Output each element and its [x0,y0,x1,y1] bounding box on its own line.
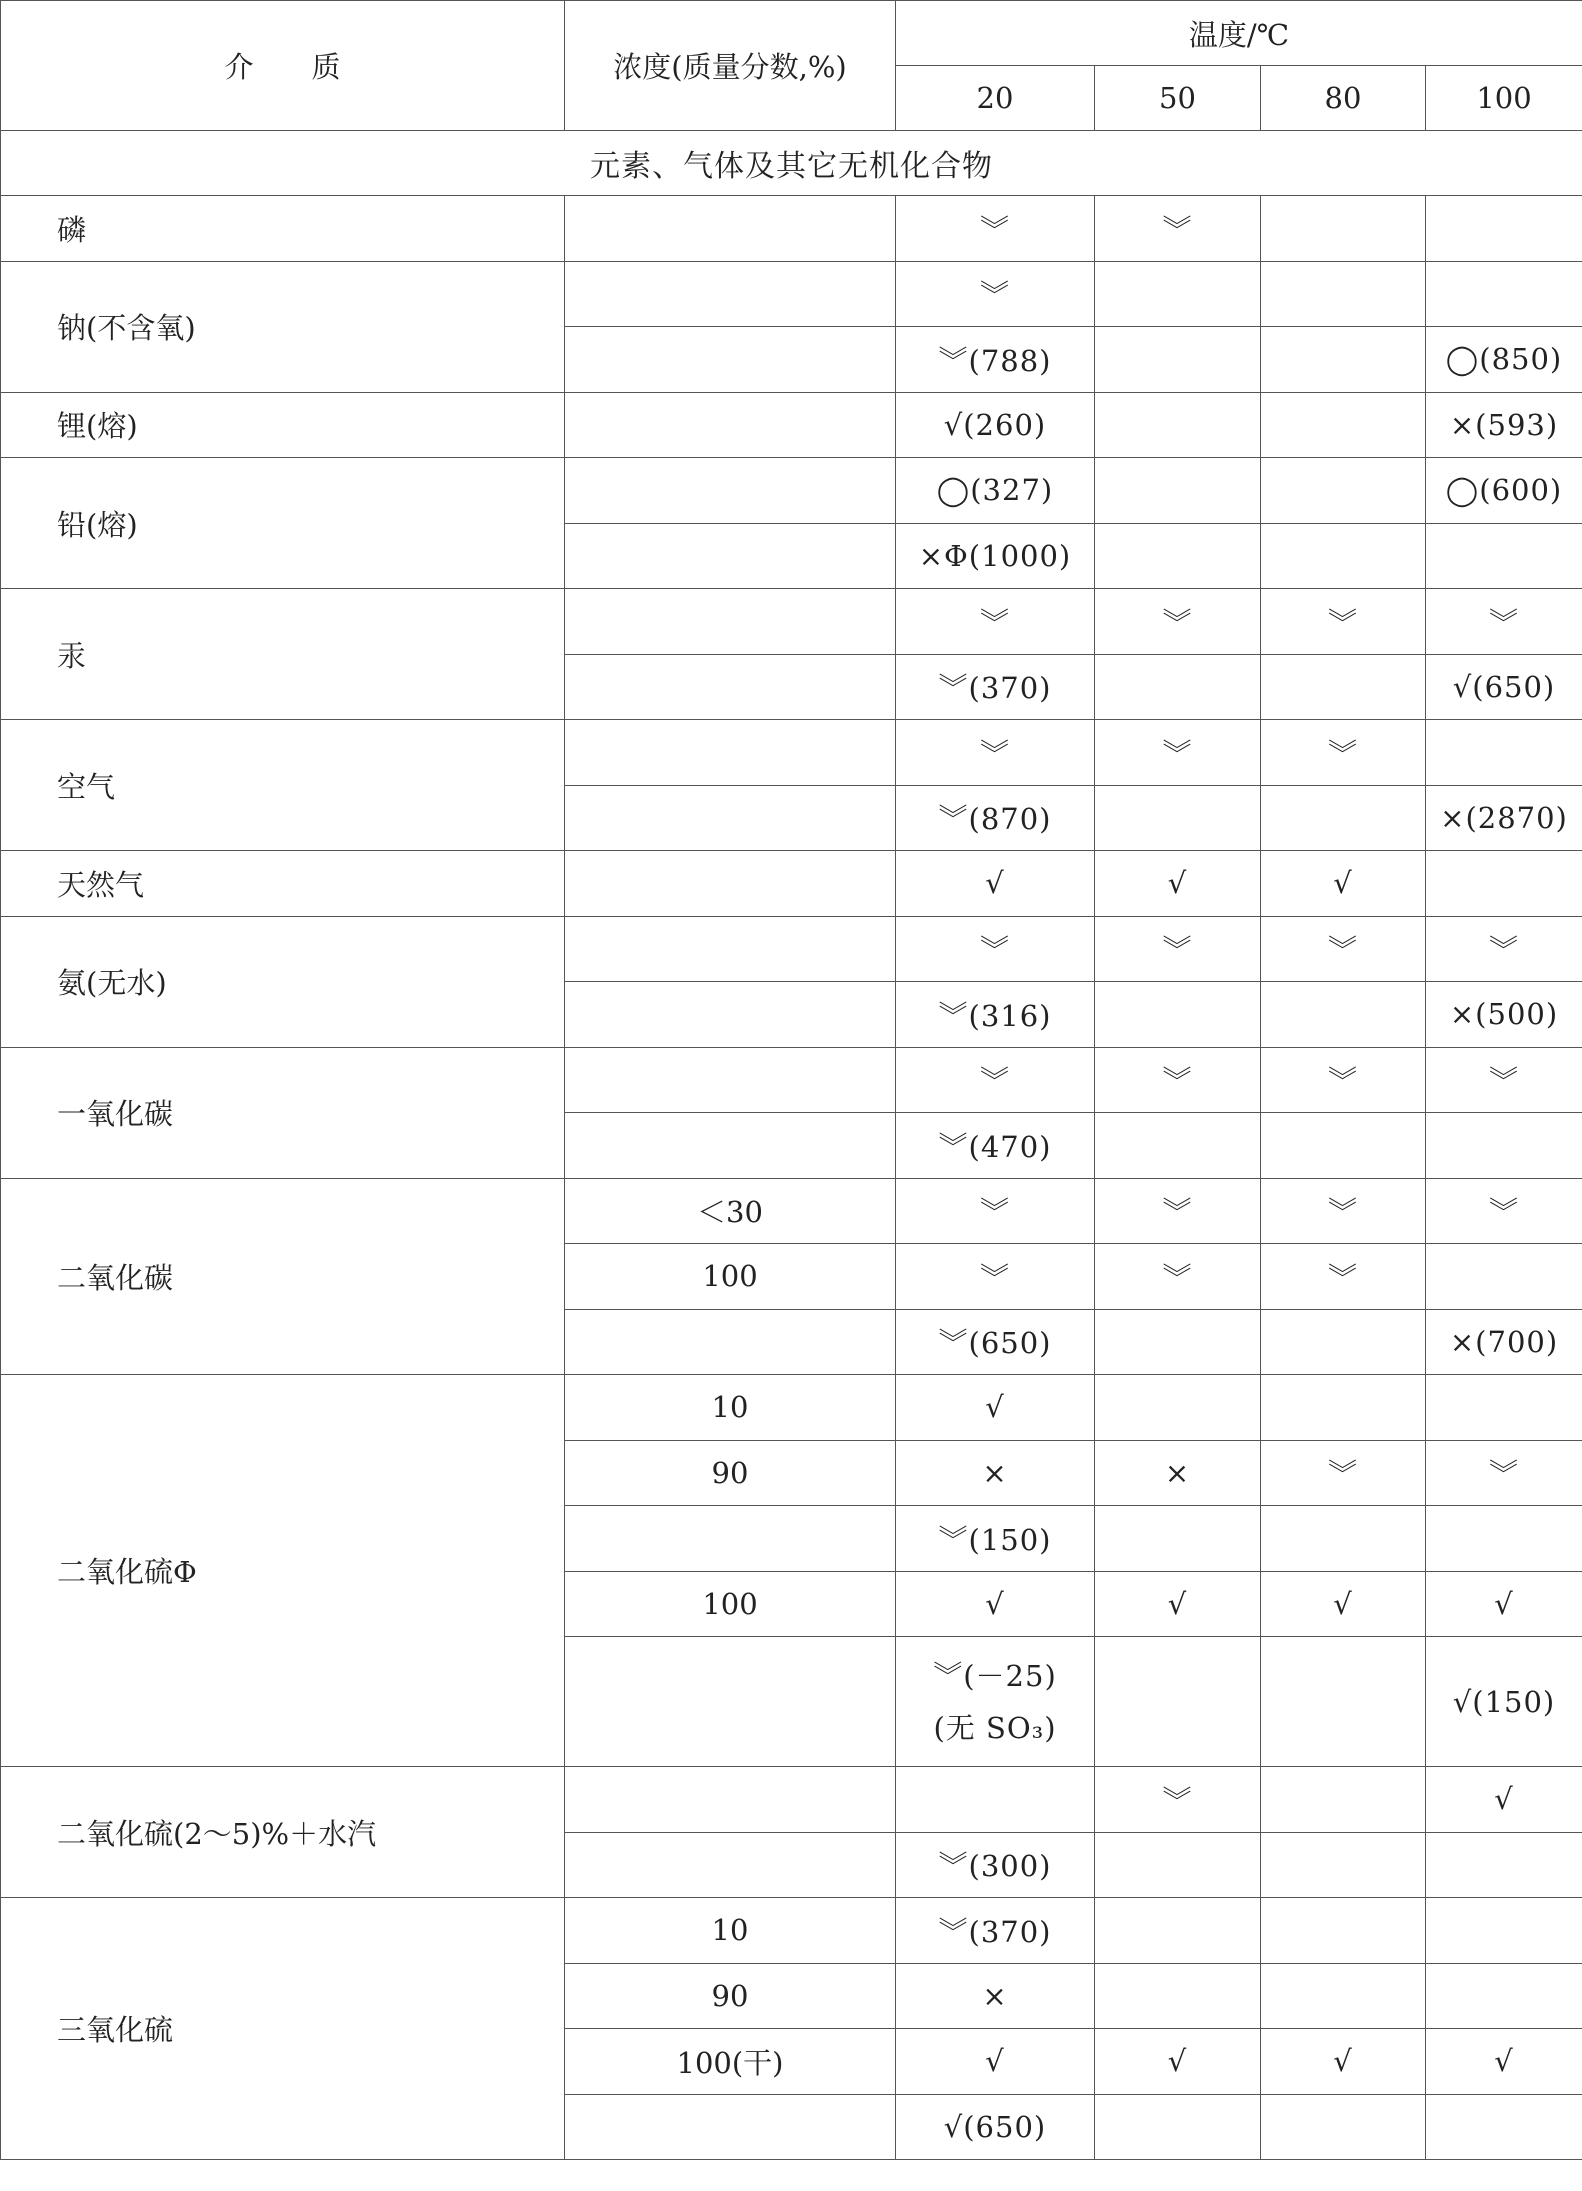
rating-cell-100: ×(700) [1426,1309,1582,1375]
rating-cell-80: ︾ [1261,1047,1426,1113]
rating-cell-80 [1261,1832,1426,1898]
section-title: 元素、气体及其它无机化合物 [1,131,1582,196]
header-temp-100: 100 [1426,66,1582,131]
concentration-cell [565,785,896,851]
rating-cell-100: √ [1426,1571,1582,1637]
table-row [1,392,1582,458]
concentration-cell [565,1767,896,1833]
rating-cell-20: ︾(650) [896,1309,1095,1375]
rating-cell-20: ︾(870) [896,785,1095,851]
rating-cell-20: ︾ [896,589,1095,655]
medium-cell: 空气 [1,720,565,851]
rating-cell-50 [1095,1832,1261,1898]
rating-cell-80 [1261,392,1426,458]
rating-cell-20: √(650) [896,2094,1095,2160]
medium-cell: 二氧化硫Φ [1,1375,565,1767]
medium-cell: 汞 [1,589,565,720]
rating-cell-50: ︾ [1095,589,1261,655]
concentration-cell [565,982,896,1048]
header-temperature: 温度/℃ [896,1,1582,66]
rating-cell-80: ︾ [1261,1440,1426,1506]
rating-cell-100: √ [1426,2029,1582,2095]
table-row [1,1047,1582,1113]
rating-cell-100: ◯(600) [1426,458,1582,524]
table-row [1,1375,1582,1441]
rating-cell-80 [1261,327,1426,393]
rating-cell-80 [1261,196,1426,262]
rating-line-2: (无 SO₃) [933,1710,1057,1745]
rating-cell-80 [1261,1506,1426,1572]
concentration-cell: 90 [565,1440,896,1506]
medium-cell: 锂(熔) [1,392,565,458]
rating-cell-50 [1095,2094,1261,2160]
rating-cell-20: ︾ [896,1178,1095,1244]
rating-cell-100: ×(593) [1426,392,1582,458]
table-row [1,720,1582,786]
rating-cell-20: ︾ [896,720,1095,786]
rating-cell-50: ︾ [1095,1178,1261,1244]
rating-cell-80: ︾ [1261,1244,1426,1310]
concentration-cell: ＜30 [565,1178,896,1244]
medium-cell: 二氧化硫(2～5)%＋水汽 [1,1767,565,1898]
concentration-cell [565,2094,896,2160]
rating-cell-100: ︾ [1426,916,1582,982]
rating-cell-100 [1426,1963,1582,2029]
medium-cell: 二氧化碳 [1,1178,565,1375]
rating-cell-80: √ [1261,2029,1426,2095]
header-temp-50: 50 [1095,66,1261,131]
rating-cell-100 [1426,2094,1582,2160]
rating-cell-20: ︾ [896,1244,1095,1310]
rating-cell-80: ︾ [1261,589,1426,655]
concentration-cell [565,851,896,917]
rating-cell-20: ◯(327) [896,458,1095,524]
concentration-cell [565,1832,896,1898]
rating-cell-20: ︾(300) [896,1832,1095,1898]
rating-cell-20: ︾ [896,261,1095,327]
rating-cell-80 [1261,1637,1426,1767]
rating-cell-50 [1095,1113,1261,1179]
rating-cell-80 [1261,982,1426,1048]
rating-cell-100 [1426,1113,1582,1179]
table-row [1,261,1582,327]
rating-cell-50: √ [1095,1571,1261,1637]
rating-cell-20: √ [896,2029,1095,2095]
rating-cell-80 [1261,654,1426,720]
rating-cell-20: ︾(150) [896,1506,1095,1572]
rating-cell-20: √(260) [896,392,1095,458]
rating-cell-20: ︾(788) [896,327,1095,393]
rating-cell-50 [1095,523,1261,589]
medium-cell: 磷 [1,196,565,262]
concentration-cell [565,720,896,786]
header-temp-20: 20 [896,66,1095,131]
rating-cell-20: √ [896,1375,1095,1441]
rating-cell-50: √ [1095,2029,1261,2095]
rating-cell-100 [1426,523,1582,589]
table-row [1,1898,1582,1964]
rating-cell-20: ×Φ(1000) [896,523,1095,589]
rating-cell-20: ︾(370) [896,654,1095,720]
concentration-cell [565,916,896,982]
rating-cell-50: ︾ [1095,720,1261,786]
rating-cell-80 [1261,2094,1426,2160]
concentration-cell [565,196,896,262]
rating-cell-100 [1426,1832,1582,1898]
rating-cell-20: ︾(316) [896,982,1095,1048]
concentration-cell [565,1309,896,1375]
concentration-cell [565,392,896,458]
concentration-cell: 100 [565,1571,896,1637]
rating-cell-100: √ [1426,1767,1582,1833]
rating-cell-50 [1095,1637,1261,1767]
rating-cell-50: ︾ [1095,1767,1261,1833]
rating-cell-20: ︾ [896,196,1095,262]
concentration-cell [565,327,896,393]
rating-cell-20: ︾(370) [896,1898,1095,1964]
rating-cell-80 [1261,1767,1426,1833]
header-temp-80: 80 [1261,66,1426,131]
rating-cell-100: ︾ [1426,589,1582,655]
rating-cell-80 [1261,1375,1426,1441]
rating-cell-80: ︾ [1261,720,1426,786]
rating-cell-100 [1426,1375,1582,1441]
rating-cell-80 [1261,785,1426,851]
medium-cell: 天然气 [1,851,565,917]
medium-cell: 钠(不含氧) [1,261,565,392]
rating-cell-100: ◯(850) [1426,327,1582,393]
table-row [1,458,1582,524]
concentration-cell [565,589,896,655]
table-row [1,196,1582,262]
rating-cell-20: × [896,1440,1095,1506]
rating-cell-100: √(650) [1426,654,1582,720]
rating-cell-100 [1426,196,1582,262]
rating-cell-100: ︾ [1426,1178,1582,1244]
rating-cell-80: √ [1261,851,1426,917]
table-row [1,851,1582,917]
rating-cell-80: √ [1261,1571,1426,1637]
rating-cell-100: √(150) [1426,1637,1582,1767]
medium-cell: 氨(无水) [1,916,565,1047]
table-row [1,1178,1582,1244]
rating-cell-50 [1095,1963,1261,2029]
concentration-cell: 100 [565,1244,896,1310]
rating-cell-100: ︾ [1426,1440,1582,1506]
table-row [1,916,1582,982]
concentration-cell [565,458,896,524]
concentration-cell [565,1637,896,1767]
concentration-cell [565,261,896,327]
rating-cell-50 [1095,654,1261,720]
rating-cell-100: ×(500) [1426,982,1582,1048]
concentration-cell [565,1506,896,1572]
rating-cell-50: ︾ [1095,1244,1261,1310]
rating-cell-50 [1095,1506,1261,1572]
concentration-cell: 10 [565,1375,896,1441]
rating-cell-50: ︾ [1095,916,1261,982]
rating-cell-20: √ [896,851,1095,917]
rating-cell-100 [1426,261,1582,327]
medium-cell: 铅(熔) [1,458,565,589]
rating-cell-100: ×(2870) [1426,785,1582,851]
rating-cell-50: √ [1095,851,1261,917]
concentration-cell: 10 [565,1898,896,1964]
concentration-cell [565,1047,896,1113]
rating-cell-80 [1261,523,1426,589]
concentration-cell: 100(干) [565,2029,896,2095]
rating-cell-50 [1095,458,1261,524]
rating-cell-80: ︾ [1261,1178,1426,1244]
rating-cell-80 [1261,1963,1426,2029]
concentration-cell [565,654,896,720]
rating-cell-50 [1095,1309,1261,1375]
rating-cell-80 [1261,1309,1426,1375]
concentration-cell [565,1113,896,1179]
rating-cell-50 [1095,785,1261,851]
rating-cell-100 [1426,1506,1582,1572]
rating-cell-80 [1261,458,1426,524]
rating-cell-20 [896,1637,1095,1767]
rating-cell-50 [1095,1375,1261,1441]
table-row [1,589,1582,655]
concentration-cell [565,523,896,589]
rating-cell-20: ︾(470) [896,1113,1095,1179]
rating-cell-100 [1426,1244,1582,1310]
rating-cell-50 [1095,392,1261,458]
rating-cell-50 [1095,982,1261,1048]
medium-cell: 三氧化硫 [1,1898,565,2160]
rating-cell-20: ︾ [896,916,1095,982]
header-medium: 介 质 [1,1,565,131]
rating-cell-80 [1261,1113,1426,1179]
table-row [1,1767,1582,1833]
rating-cell-50 [1095,1898,1261,1964]
concentration-cell: 90 [565,1963,896,2029]
rating-cell-100 [1426,720,1582,786]
rating-cell-20: √ [896,1571,1095,1637]
rating-cell-100 [1426,1898,1582,1964]
rating-cell-50 [1095,261,1261,327]
rating-cell-80 [1261,1898,1426,1964]
header-concentration: 浓度(质量分数,%) [565,1,896,131]
rating-cell-50: × [1095,1440,1261,1506]
rating-cell-80 [1261,261,1426,327]
rating-cell-20 [896,1767,1095,1833]
rating-cell-50: ︾ [1095,196,1261,262]
rating-cell-50: ︾ [1095,1047,1261,1113]
medium-cell: 一氧化碳 [1,1047,565,1178]
rating-cell-100: ︾ [1426,1047,1582,1113]
rating-cell-100 [1426,851,1582,917]
rating-cell-20: ︾ [896,1047,1095,1113]
rating-line-1: ︾(－25) [933,1658,1057,1693]
rating-cell-50 [1095,327,1261,393]
rating-cell-20: × [896,1963,1095,2029]
rating-cell-80: ︾ [1261,916,1426,982]
